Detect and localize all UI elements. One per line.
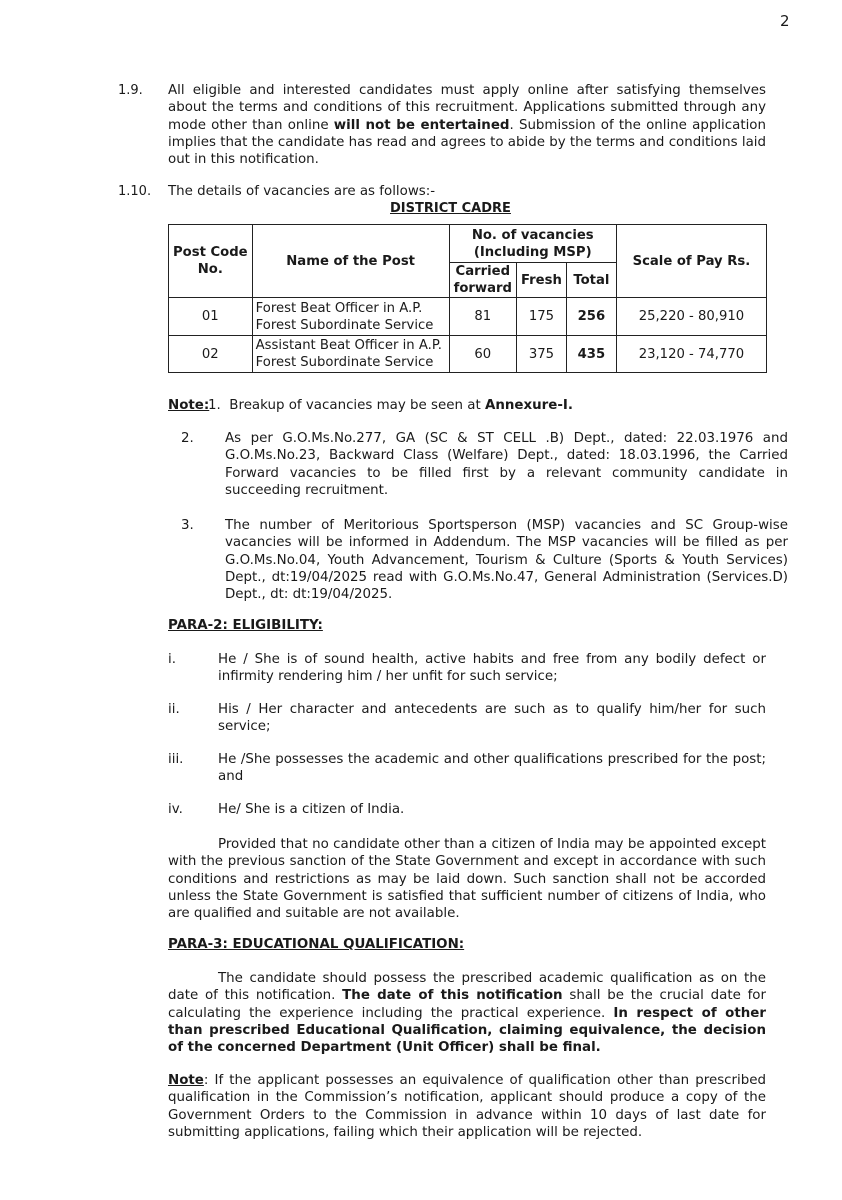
row-total: 256 (566, 298, 616, 336)
note-3-number: 3. (181, 518, 194, 533)
eligibility-item-text: His / Her character and antecedents are such as to qualify him/her for such service; (218, 702, 766, 735)
row-name: Assistant Beat Officer in A.P. Forest Subordinate Service (252, 336, 449, 373)
para-1-9-text (168, 82, 766, 168)
para-2-heading: PARA-2: ELIGIBILITY: (168, 618, 323, 633)
eligibility-item-text: He / She is of sound health, active habits and free from any bodily defect or infirmity rendering him / her unfit for such service; (218, 652, 766, 685)
note-2 (181, 430, 788, 499)
eligibility-item-text: He /She possesses the academic and other qualifications prescribed for the post; and (218, 752, 766, 785)
para-1-9-bold: will not be entertained (333, 117, 510, 133)
row-carried: 81 (449, 298, 516, 336)
row-carried: 60 (449, 336, 516, 373)
note-2-number: 2. (181, 431, 194, 446)
row-code: 01 (169, 298, 253, 336)
header-post-name: Name of the Post (252, 225, 449, 298)
row-fresh: 375 (516, 336, 566, 373)
para-3-note-text: : If the applicant possesses an equivalence of qualification other than prescribed qualification in the Commission’s notification, applicant should produce a copy of the Government Orders to the Commission in advance within 10 days of last date for submitting applications, failing which their application will be rejected. (168, 1073, 766, 1140)
provided-paragraph: Provided that no candidate other than a citizen of India may be appointed except with the previous sanction of the State Government and except in accordance with such conditions and restrictions as may be laid down. Such sanction shall not be accorded unless the State Government is satisfied that sufficient number of citizens of India, who are qualified and suitable are not available. (168, 837, 766, 922)
para-1-9-number: 1.9. (118, 83, 143, 98)
page-number: 2 (780, 12, 790, 30)
para-3-bold-b: In respect of other than prescribed Educational Qualification, claiming equivalence, the decision of the concerned Department (Unit Officer) shall be final. (168, 1005, 766, 1056)
table-header-row (169, 225, 767, 263)
header-fresh: Fresh (516, 263, 566, 298)
note-1-text: Breakup of vacancies may be seen at (229, 398, 485, 413)
header-total: Total (566, 263, 616, 298)
para-1-10-text: The details of vacancies are as follows:- (168, 184, 436, 199)
para-3-note-label: Note (168, 1073, 204, 1088)
note-1 (208, 398, 573, 413)
note-2-text: As per G.O.Ms.No.277, GA (SC & ST CELL .B) Dept., dated: 22.03.1976 and G.O.Ms.No.23, Backward Class (Welfare) Dept., dated: 18.03.1996, the Carried Forward vacancies to be filled first by a relevant community candidate in succeeding recruitment. (225, 431, 788, 498)
note-label: Note: (168, 398, 210, 413)
eligibility-item-text: He/ She is a citizen of India. (218, 802, 405, 817)
vacancy-table (168, 224, 767, 373)
table-title: DISTRICT CADRE (390, 201, 511, 216)
header-vacancies: No. of vacancies (Including MSP) (449, 225, 616, 263)
para-1-10-number: 1.10. (118, 184, 152, 199)
para-1-9-text-b: . Submission of the online application implies that the candidate has read and agrees to abide by the terms and conditions laid out in this notification. (168, 117, 766, 168)
row-fresh: 175 (516, 298, 566, 336)
para-3-heading: PARA-3: EDUCATIONAL QUALIFICATION: (168, 937, 465, 952)
para-3-note (168, 1072, 766, 1141)
header-post-code: Post Code No. (169, 225, 253, 298)
row-scale: 23,120 - 74,770 (616, 336, 766, 373)
eligibility-item-number: iii. (168, 752, 184, 767)
para-3-body (168, 970, 766, 1056)
eligibility-item-number: iv. (168, 802, 183, 817)
para-3-bold-a: The date of this notification (342, 988, 563, 1004)
row-name: Forest Beat Officer in A.P. Forest Subordinate Service (252, 298, 449, 336)
row-code: 02 (169, 336, 253, 373)
eligibility-item-number: i. (168, 652, 176, 667)
note-3-text: The number of Meritorious Sportsperson (MSP) vacancies and SC Group-wise vacancies will be informed in Addendum. The MSP vacancies will be filled as per G.O.Ms.No.04, Youth Advancement, Tourism & Culture (Sports & Youth Services) Dept., dt:19/04/2025 read with G.O.Ms.No.47, General Administration (Services.D) Dept., dt: dt:19/04/2025. (225, 518, 788, 603)
row-total: 435 (566, 336, 616, 373)
note-1-number: 1. (208, 398, 221, 413)
eligibility-item-number: ii. (168, 702, 180, 717)
table-row (169, 336, 767, 373)
para-3-text-a: The candidate should possess the prescribed academic qualification as on the date of this notification. (168, 971, 766, 1004)
note-3 (181, 517, 788, 603)
para-3-text-b: shall be the crucial date for calculating the experience including the practical experience. (168, 988, 766, 1021)
header-carried: Carried forward (449, 263, 516, 298)
note-1-bold: Annexure-I. (484, 398, 573, 413)
para-1-9-text-a: All eligible and interested candidates must apply online after satisfying themselves about the terms and conditions of this recruitment. Applications submitted through any mode other than online (168, 83, 766, 133)
table-row (169, 298, 767, 336)
header-scale: Scale of Pay Rs. (616, 225, 766, 298)
row-scale: 25,220 - 80,910 (616, 298, 766, 336)
